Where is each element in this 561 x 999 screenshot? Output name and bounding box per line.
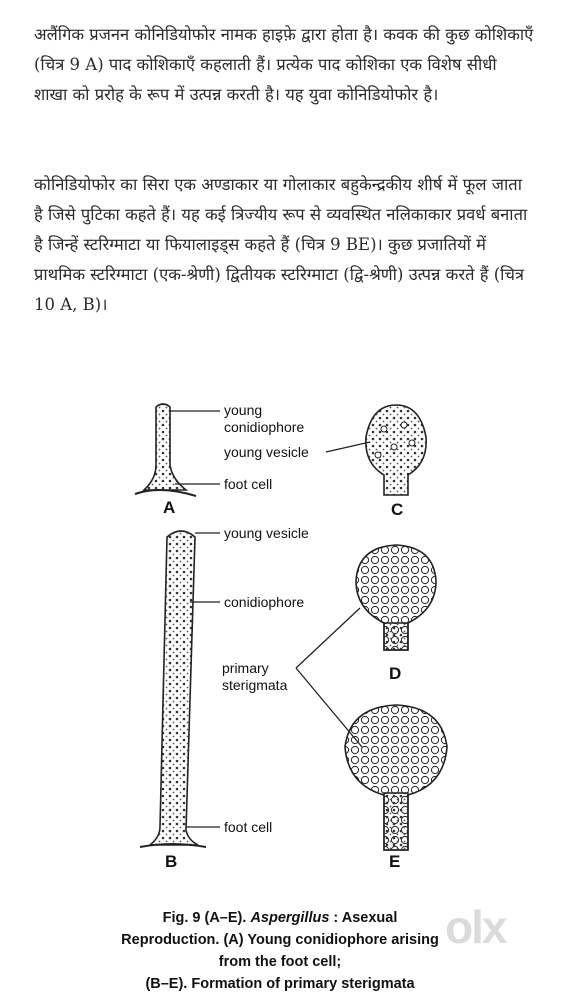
label-sterigmata: sterigmata [222,677,288,693]
panel-letter-c: C [391,500,404,519]
paragraph-1: अलैंगिक प्रजनन कोनिडियोफोर नामक हाइफ़े द्वारा होता है। कवक की कुछ कोशिकाएँ (चित्र 9 A) पाद कोशिकाएँ कहलाती हैं। प्रत्येक पाद कोशिका एक विशेष सीधी शाखा को प्ररोह के रूप में उत्पन्न करती है। यह युवा कोनिडियोफोर है। [34,25,534,104]
figure-drawing [0,395,561,905]
label-foot-cell-b: foot cell [224,819,273,835]
figure-caption [60,907,500,995]
paragraph-2: कोनिडियोफोर का सिरा एक अण्डाकार या गोलाकार बहुकेन्द्रकीय शीर्ष में फूल जाता है जिसे पुटिका कहते हैं। यह कई त्रिज्यीय रूप से व्यवस्थित नलिकाकार प्रवर्ध बनाता है जिन्हें स्टरिग्माटा या फियालाइड्स कहते हैं (चित्र 9 BE)। कुछ प्रजातियों में प्राथमिक स्टरिग्माटा (एक-श्रेणी) द्वितीयक स्टरिग्माटा (द्वि-श्रेणी) उत्पन्न करते हैं (चित्र 10 A, B)। [34,175,528,314]
panel-letter-a: A [163,498,176,517]
panel-c-drawing [326,405,426,495]
label-conidiophore-a: conidiophore [224,419,305,435]
panel-d-drawing [296,545,436,668]
caption-line-2: Reproduction. (A) Young conidiophore arising [121,932,439,948]
caption-line-4: (B–E). Formation of primary sterigmata [145,976,415,992]
panel-e-drawing [296,668,447,850]
label-young: young [224,402,263,418]
caption-line-3: from the foot cell; [218,954,342,970]
aspergillus-figure [0,395,561,999]
panel-letter-d: D [389,664,402,683]
panel-letter-e: E [389,852,401,871]
label-conidiophore-b: conidiophore [224,594,305,610]
caption-line-1: Fig. 9 (A–E). Aspergillus : Asexual [162,910,398,926]
panel-letter-b: B [165,852,178,871]
panel-a-drawing [135,404,220,496]
olx-watermark: olx [445,901,506,953]
label-foot-cell-a: foot cell [224,476,273,492]
label-young-vesicle-b: young vesicle [224,525,309,541]
label-primary: primary [222,660,269,676]
label-young-vesicle-a: young vesicle [224,444,309,460]
panel-b-drawing [140,531,220,847]
